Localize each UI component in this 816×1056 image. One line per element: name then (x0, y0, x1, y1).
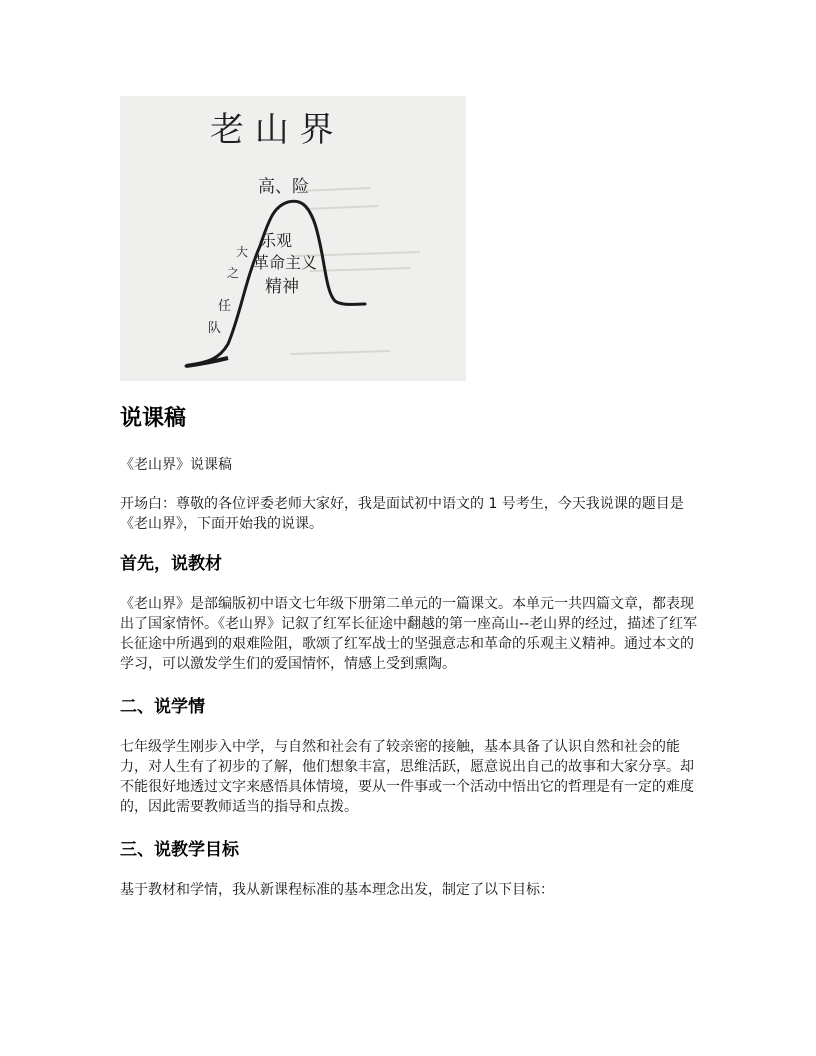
left-label-char: 任 (218, 299, 232, 314)
left-label-char: 之 (227, 266, 240, 280)
right-label-line: 精神 (265, 277, 299, 297)
document-page (120, 96, 698, 900)
section-body: 七年级学生刚步入中学，与自然和社会有了较亲密的接触，基本具备了认识自然和社会的能力，对人生有了初步的了解，他们想象丰富，思维活跃，愿意说出自己的故事和大家分享。却不能很好地透过文字来感悟具体情境，要从一件事或一个活动中悟出它的哲理是有一定的难度的，因此需要教师适当的指导和点拨。 (120, 739, 694, 815)
left-label-char: 队 (208, 321, 222, 336)
intro-paragraph: 开场白：尊敬的各位评委老师大家好，我是面试初中语文的 1 号考生，今天我说课的题目是《老山界》，下面开始我的说课。 (120, 496, 684, 532)
section-heading: 三、说教学目标 (120, 840, 239, 860)
left-label-char: 大 (236, 245, 249, 259)
section-heading: 首先，说教材 (120, 554, 222, 574)
section-heading: 二、说学情 (120, 697, 205, 717)
section-body: 基于教材和学情，我从新课程标准的基本理念出发，制定了以下目标： (120, 882, 554, 898)
page-title: 说课稿 (120, 406, 187, 431)
mountain-sketch (120, 96, 466, 381)
blackboard-sketch-photo (120, 96, 466, 381)
right-label-line: 革命主义 (253, 253, 318, 272)
peak-label: 高、险 (258, 177, 309, 197)
section-body: 《老山界》是部编版初中语文七年级下册第二单元的一篇课文。本单元一共四篇文章，都表现出了国家情怀。《老山界》记叙了红军长征途中翻越的第一座高山--老山界的经过，描述了红军长征途中所遇到的艰难险阻，歌颂了红军战士的坚强意志和革命的乐观主义精神。通过本文的学习，可以激发学生们的爱国情怀，情感上受到熏陶。 (120, 596, 698, 672)
document-subtitle: 《老山界》说课稿 (120, 457, 232, 473)
sketch-title: 老 山 界 (210, 110, 334, 150)
right-label-line: 乐观 (260, 231, 293, 250)
